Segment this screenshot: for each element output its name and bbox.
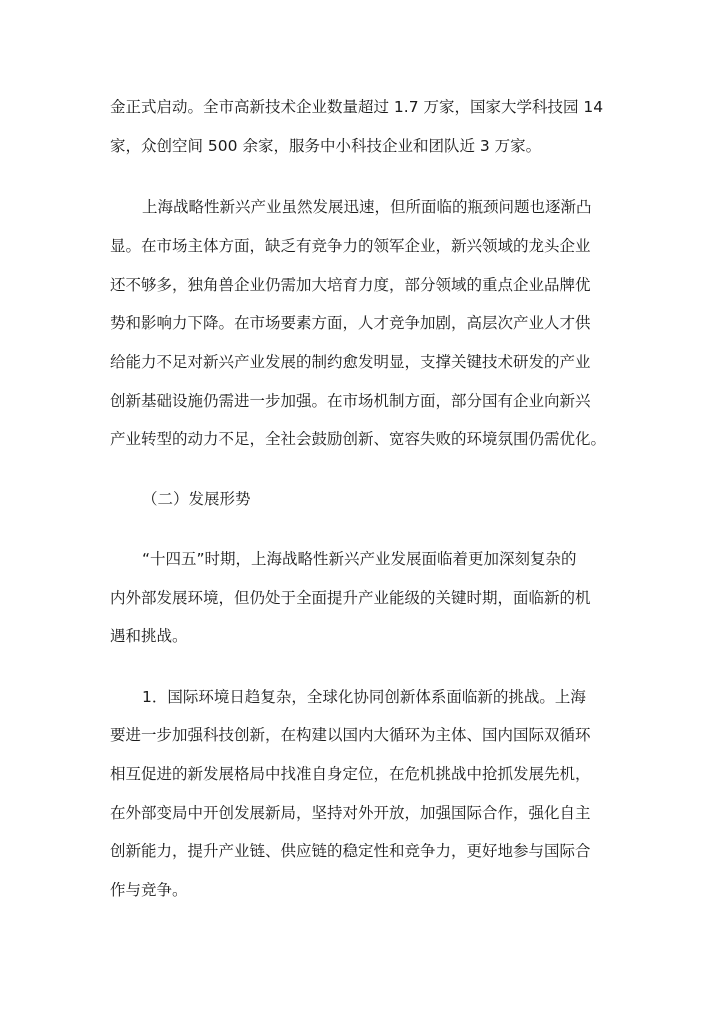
paragraph-4-line-4: 在外部变局中开创发展新局，坚持对外开放，加强国际合作，强化自主 (110, 804, 591, 822)
paragraph-3-line-2: 内外部发展环境，但仍处于全面提升产业能级的关键时期，面临新的机 (110, 589, 591, 607)
paragraph-4-line-2: 要进一步加强科技创新，在构建以国内大循环为主体、国内国际双循环 (110, 726, 591, 744)
paragraph-3-line-3: 遇和挑战。 (110, 627, 188, 645)
paragraph-4-line-1: 1．国际环境日趋复杂，全球化协同创新体系面临新的挑战。上海 (142, 688, 586, 706)
paragraph-2-line-7: 产业转型的动力不足，全社会鼓励创新、宽容失败的环境氛围仍需优化。 (110, 430, 607, 448)
paragraph-2-line-6: 创新基础设施仍需进一步加强。在市场机制方面，部分国有企业向新兴 (110, 392, 591, 410)
paragraph-1-line-2: 家，众创空间 500 余家，服务中小科技企业和团队近 3 万家。 (110, 137, 542, 155)
paragraph-2-line-2: 显。在市场主体方面，缺乏有竞争力的领军企业，新兴领域的龙头企业 (110, 237, 591, 255)
section-heading: （二）发展形势 (142, 490, 251, 508)
paragraph-2-line-5: 给能力不足对新兴产业发展的制约愈发明显，支撑关键技术研发的产业 (110, 353, 591, 371)
paragraph-2-line-4: 势和影响力下降。在市场要素方面，人才竞争加剧，高层次产业人才供 (110, 314, 591, 332)
paragraph-4-line-5: 创新能力，提升产业链、供应链的稳定性和竞争力，更好地参与国际合 (110, 842, 591, 860)
paragraph-2-line-3: 还不够多，独角兽企业仍需加大培育力度，部分领域的重点企业品牌优 (110, 276, 591, 294)
paragraph-4-line-6: 作与竞争。 (110, 881, 188, 899)
paragraph-4-line-3: 相互促进的新发展格局中找准自身定位，在危机挑战中抢抓发展先机， (110, 765, 591, 783)
paragraph-3-line-1: “十四五”时期，上海战略性新兴产业发展面临着更加深刻复杂的 (142, 550, 577, 568)
paragraph-2-line-1: 上海战略性新兴产业虽然发展迅速，但所面临的瓶颈问题也逐渐凸 (142, 198, 592, 216)
paragraph-1-line-1: 金正式启动。全市高新技术企业数量超过 1.7 万家，国家大学科技园 14 (110, 98, 604, 116)
